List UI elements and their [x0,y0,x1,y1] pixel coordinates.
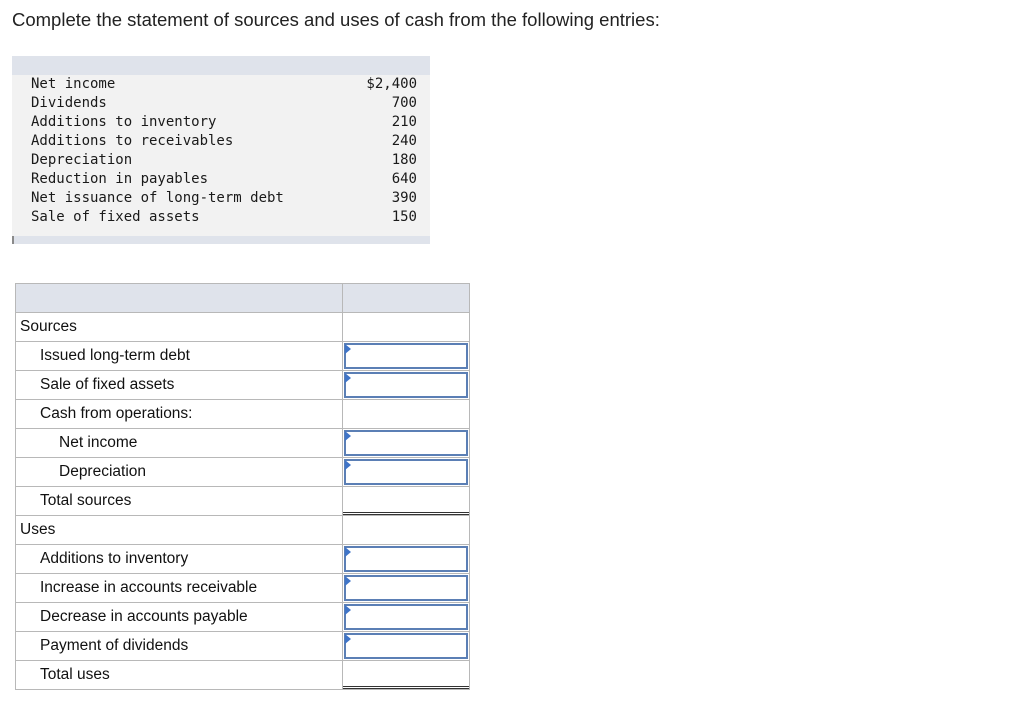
entry-value: 240 [391,133,417,149]
row-label: Total sources [16,487,343,516]
issued-debt-input[interactable] [344,343,468,369]
total-sources-field [343,487,469,515]
issued-debt-cell [343,342,470,371]
table-row [16,545,470,574]
entry-row [12,170,430,189]
table-row [16,574,470,603]
decrease-payable-input[interactable] [344,604,468,630]
payment-dividends-cell [343,632,470,661]
sale-fixed-assets-cell [343,371,470,400]
table-row [16,400,470,429]
entry-value: 210 [391,114,417,130]
statement-table [15,283,470,690]
input-marker-icon [345,547,351,557]
input-marker-icon [345,605,351,615]
input-marker-icon [345,344,351,354]
input-marker-icon [345,634,351,644]
entry-row [12,94,430,113]
entry-value: 390 [391,190,417,206]
table-row [16,632,470,661]
entry-row [12,151,430,170]
entry-label: Sale of fixed assets [31,209,200,225]
additions-inventory-cell [343,545,470,574]
entry-label: Reduction in payables [31,171,209,187]
net-income-cell [343,429,470,458]
net-income-input[interactable] [344,430,468,456]
entry-row [12,189,430,208]
entry-row [12,132,430,151]
additions-inventory-input[interactable] [344,546,468,572]
total-sources-cell [343,487,470,516]
depreciation-input[interactable] [344,459,468,485]
entry-value: 150 [391,209,417,225]
row-label: Increase in accounts receivable [16,574,343,603]
table-row [16,661,470,690]
entry-label: Additions to receivables [31,133,234,149]
sale-fixed-assets-input[interactable] [344,372,468,398]
entries-table [12,56,430,244]
payment-dividends-input[interactable] [344,633,468,659]
increase-receivable-input[interactable] [344,575,468,601]
input-marker-icon [345,373,351,383]
row-label: Net income [16,429,343,458]
entry-value: 180 [391,152,417,168]
table-row [16,313,470,342]
entry-label: Dividends [31,95,107,111]
table-row [16,603,470,632]
entry-label: Net income [31,76,116,92]
statement-header-row [16,284,470,313]
row-label: Additions to inventory [16,545,343,574]
entry-row [12,113,430,132]
entry-row [12,75,430,94]
row-label: Payment of dividends [16,632,343,661]
increase-receivable-cell [343,574,470,603]
entries-header-bar [12,56,430,75]
total-uses-field [343,661,469,689]
row-label: Sale of fixed assets [16,371,343,400]
table-row [16,487,470,516]
entry-label: Net issuance of long-term debt [31,190,284,206]
table-row [16,516,470,545]
empty-cell [343,313,470,342]
input-marker-icon [345,431,351,441]
table-row [16,342,470,371]
input-marker-icon [345,460,351,470]
table-row [16,458,470,487]
row-label: Depreciation [16,458,343,487]
entry-value: 700 [391,95,417,111]
table-row [16,429,470,458]
depreciation-cell [343,458,470,487]
uses-label: Uses [16,516,343,545]
total-uses-cell [343,661,470,690]
entry-row [12,208,430,227]
footer-tick [12,236,14,244]
entry-label: Additions to inventory [31,114,217,130]
empty-cell [343,516,470,545]
sources-label: Sources [16,313,343,342]
decrease-payable-cell [343,603,470,632]
table-row [16,371,470,400]
row-label: Issued long-term debt [16,342,343,371]
entry-label: Depreciation [31,152,133,168]
header-cell [16,284,343,313]
row-label: Decrease in accounts payable [16,603,343,632]
empty-cell [343,400,470,429]
row-label: Total uses [16,661,343,690]
header-cell [343,284,470,313]
question-prompt: Complete the statement of sources and uses of cash from the following entries: [12,9,660,30]
entry-value: 640 [391,171,417,187]
entries-footer-bar [12,236,430,244]
entry-value: $2,400 [366,76,417,92]
row-label: Cash from operations: [16,400,343,429]
input-marker-icon [345,576,351,586]
